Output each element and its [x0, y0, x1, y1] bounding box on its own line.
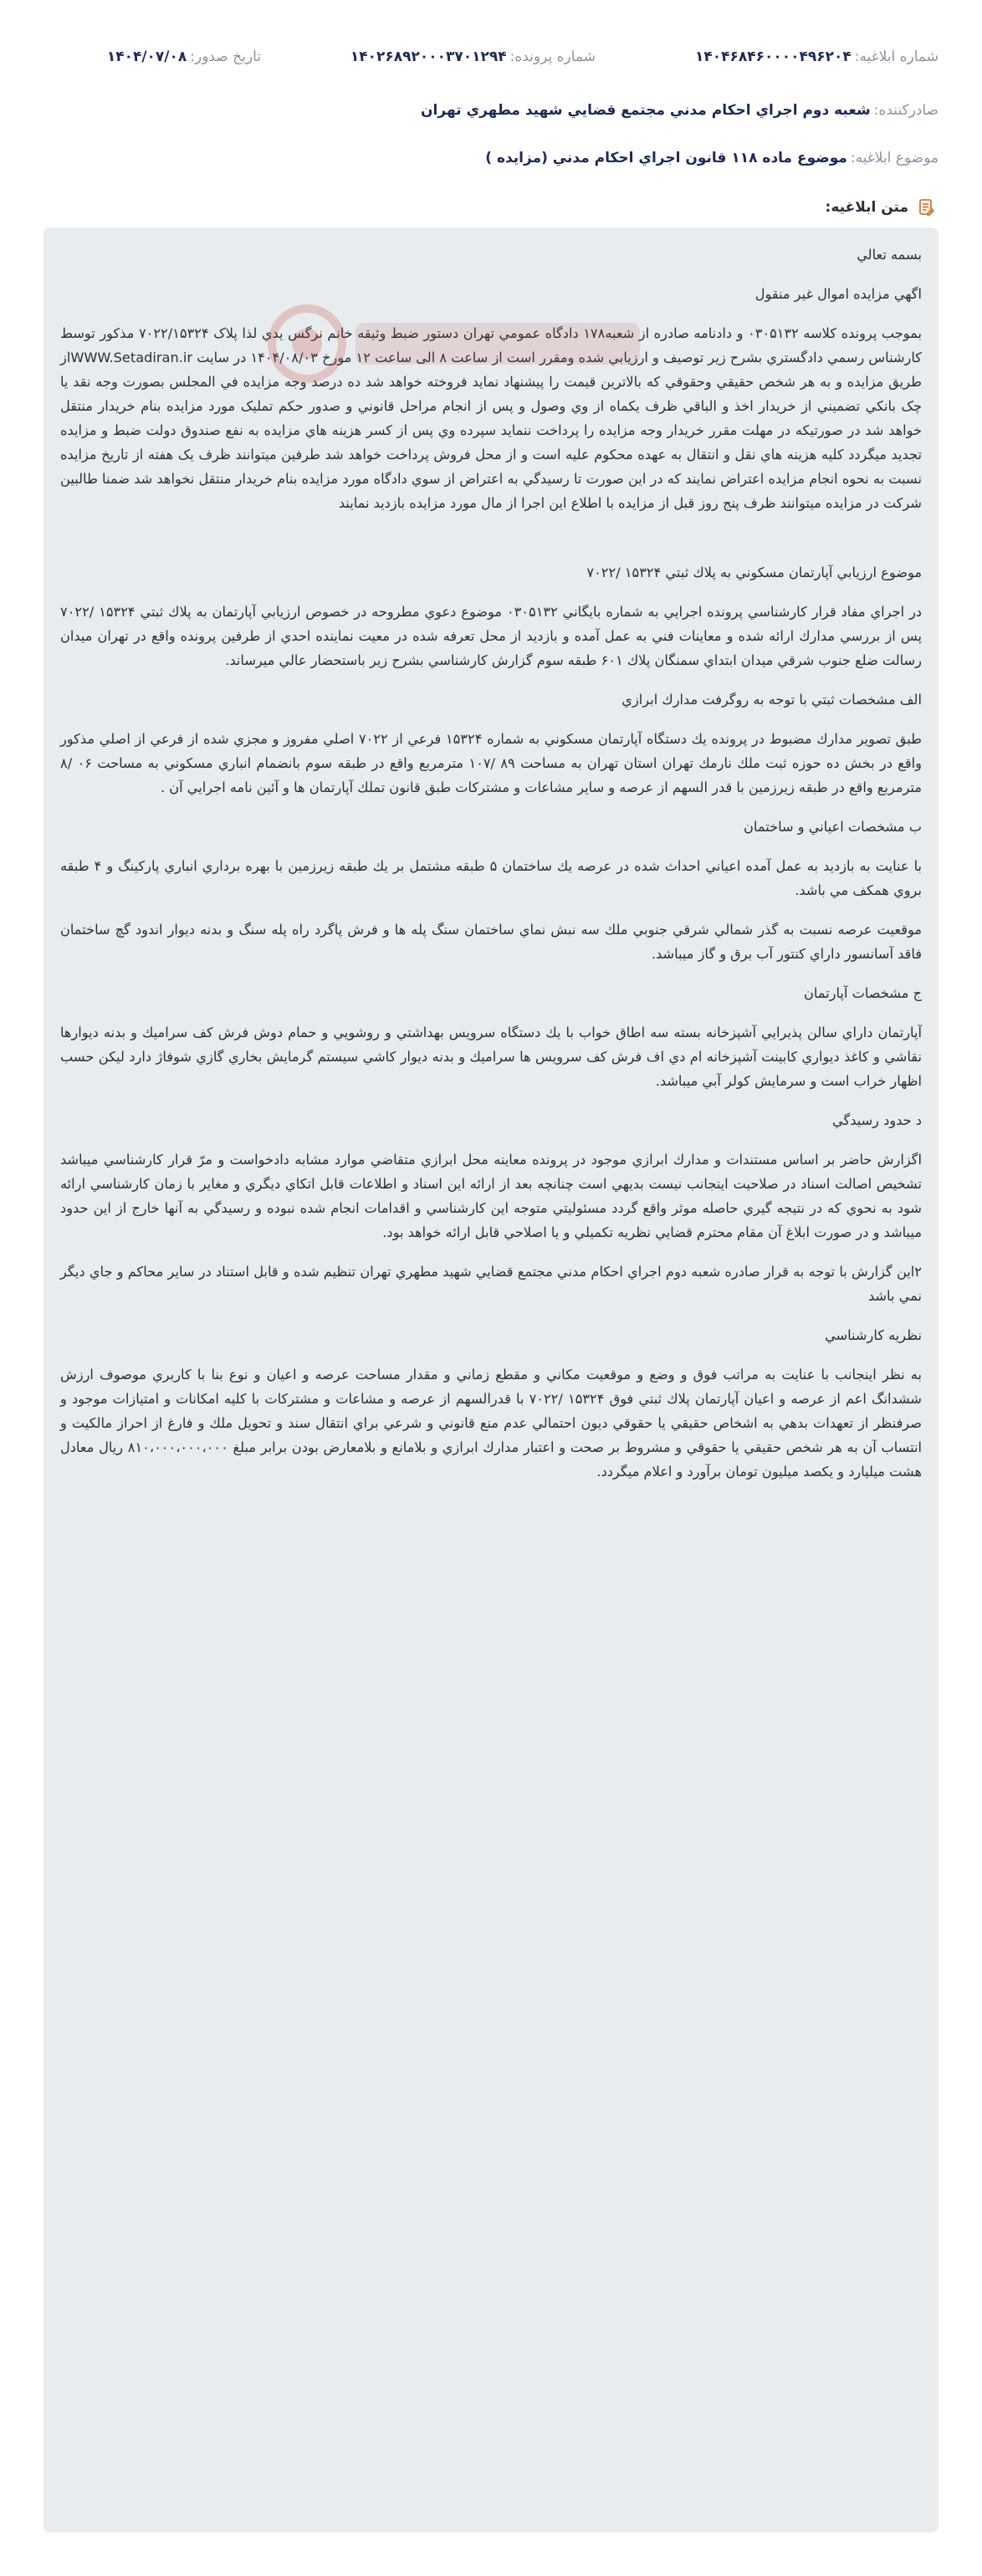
para-registration: طبق تصوير مدارك مضبوط در پرونده يك دستگاه آپارتمان مسكوني به شماره ۱۵۳۲۴ فرعي از ۷۰۲۲ اصلي مفروز و مجزي شده از فرعي از اصلي مذكور واقع در بخش ده حوزه ثبت ملك نارمك تهران استان تهران به مساحت ۸۹ /۱۰۷ مترمربع واقع در طبقه سوم بانضمام انباري مسكوني به مساحت ۰۶ /۸ مترمربع واقع در طبقه زيرزمين با قدر السهم از عرصه و ساير مشاعات و مشتركات طبق قانون تملك آپارتمان ها و آئين نامه اجرايي آن . — [60, 731, 922, 795]
case-number-value: ۱۴۰۲۶۸۹۲۰۰۰۳۷۰۱۲۹۴ — [350, 49, 507, 65]
issue-date-label: تاریخ صدور: — [190, 49, 261, 65]
subject-label: موضوع ابلاغیه: — [850, 150, 939, 166]
para-opinion: به نظر اينجانب با عنايت به مراتب فوق و وضع و موقعيت مكاني و مقطع زماني و مقدار مساحت عرصه و اعيان و نوع بنا با كاربري موصوف ارزش ششدانگ اعم از عرصه و اعيان آپارتمان پلاك ثبتي فوق ۱۵۳۲۴ /۷۰۲۲ با قدرالسهم از عرصه و مشاعات و مشتركات با كليه امكانات و امتيازات موجود و صرفنظر از تعهدات بدهي به اشخاص حقيقي يا حقوقي ديون احتمالي عدم منع قانوني و شرعي براي انتقال سند و تحويل ملك و فارغ از احراز مالكيت و انتساب آن به هر شخص حقيقي يا حقوقي و مشروط بر صحت و اعتبار مدارك ابرازي و بلامانع و بلامعارض بودن برابر مبلغ ۸۱۰،۰۰۰،۰۰۰،۰۰۰ ريال معادل هشت ميليارد و يكصد ميليون تومان برآورد و اعلام ميگردد. — [60, 1367, 922, 1480]
para-location: موقعيت عرصه نسبت به گذر شمالي شرقي جنوبي ملك سه نبش نماي ساختمان سنگ پله ها و فرش پاگرد راه پله سنگ و بدنه ديوار اندود گچ ساختمان فاقد آسانسور داراي كنتور آب برق و گاز ميباشد. — [60, 922, 922, 962]
notice-number-value: ۱۴۰۴۶۸۴۶۰۰۰۰۴۹۶۲۰۴ — [694, 49, 852, 65]
issuer-label: صادرکننده: — [873, 102, 939, 119]
heading-building: ب مشخصات اعياني و ساختمان — [744, 819, 922, 835]
para-report-validity: ۲اين گزارش با توجه به قرار صادره شعبه دوم اجراي احكام مدني مجتمع قضايي شهيد مطهري تهران تنظيم شده و قابل استناد در ساير محاكم و جاي ديگر نمي باشد — [60, 1264, 922, 1304]
para-bismillah: بسمه تعالي — [857, 247, 922, 263]
subject — [43, 148, 939, 168]
heading-registration: الف مشخصات ثبتي با توجه به روگرفت مدارك ابرازي — [621, 692, 922, 708]
subject-value: موضوع ماده ۱۱۸ قانون اجراي احكام مدني (مزايده ) — [485, 150, 847, 166]
para-apartment: آپارتمان داراي سالن پذيرايي آشپزخانه بسته سه اطاق خواب با يك دستگاه سرويس بهداشتي و روشويي و حمام دوش فرش كف سراميك و بدنه ديوارها نقاشي و كاغذ ديواري كابينت آشپزخانه ام دي اف فرش كف سرويس ها سراميك و بدنه ديوار كاشي سيستم گرمايش بخاري گازي شوفاژ دارد ليكن حسب اظهار خراب است و سرمايش كولر آبي ميباشد. — [60, 1025, 922, 1089]
heading-subject: موضوع ارزيابي آپارتمان مسكوني به پلاك ثبتي ۱۵۳۲۴ /۷۰۲۲ — [586, 565, 922, 580]
para-scope: اگزارش حاضر بر اساس مستندات و مدارك ابرازي موجود در پرونده معاينه محل ابرازي متقاضي موارد مشابه دادخواست و مرّ قرار كارشناسي ميباشد تشخيص اصالت اسناد در صلاحيت اينجانب نيست بديهي است چنانچه بعد از ارائه اين اسناد و اطلاعات قابل اتكاي ديگري و مغاير با زمان كارشناسي ارائه شود به نحوي كه در نتيجه گيري حاصله موثر واقع گردد مسئوليتي متوجه اين كارشناسي و اقدامات انجام شده نبوده و رسيدگي به آنها خارج از اين حدود ميباشد و در صورت ابلاغ آن مقام محترم قضايي نظريه تكميلي و يا اصلاحي قابل ارائه خواهد بود. — [60, 1152, 922, 1240]
heading-scope: د حدود رسيدگي — [832, 1112, 922, 1128]
issue-date — [107, 49, 261, 65]
section-title-text: متن ابلاغیه: — [825, 199, 908, 216]
notice-number-label: شماره ابلاغیه: — [854, 49, 939, 65]
document-text-icon — [915, 196, 939, 219]
para-assessment-intro: در اجراي مفاد قرار كارشناسي پرونده اجرايي به شماره بايگاني ۰۳۰۵۱۳۲ موضوع دعوي مطروحه در خصوص ارزيابي آپارتمان به پلاك ثبتي ۱۵۳۲۴ /۷۰۲۲ پس از بررسي مدارك ارائه شده و معاينات فني به عمل آمده و بازديد از محل تعرفه شده در معيت نماينده احدي از طرفين پرونده واقع در تهران ميدان رسالت ضلع جنوب شرقي ميدان ابتداي سمنگان پلاك ۶۰۱ طبقه سوم گزارش كارشناسي بشرح زير باستحضار عالي ميرساند. — [60, 604, 922, 668]
meta-row — [43, 47, 939, 67]
para-building: با عنايت به بازديد به عمل آمده اعياني احداث شده در عرصه يك ساختمان ۵ طبقه مشتمل بر يك طبقه زيرزمين با بهره برداري انباري پاركينگ و ۴ طبقه بروي همكف مي باشد. — [60, 858, 923, 898]
notice-number — [596, 49, 939, 65]
para-auction-title: اگهي مزايده اموال غير منقول — [754, 286, 922, 302]
notice-content — [43, 227, 939, 2533]
section-title — [43, 196, 939, 219]
heading-opinion: نظريه كارشناسي — [825, 1327, 922, 1343]
heading-apartment: ج مشخصات آپارتمان — [804, 985, 922, 1001]
issuer-value: شعبه دوم اجراي احكام مدني مجتمع قضايي شهيد مطهري تهران — [421, 102, 871, 119]
case-number — [261, 49, 596, 65]
case-number-label: شماره پرونده: — [509, 49, 596, 65]
issuer — [43, 100, 939, 120]
issue-date-value: ۱۴۰۴/۰۷/۰۸ — [106, 49, 187, 65]
para-auction-terms: بموجب پرونده کلاسه ۰۳۰۵۱۳۲ و دادنامه صادره از شعبه۱۷۸ دادگاه عمومي تهران دستور ضبط وثيقه خانم نرگس يدي لذا پلاک ۷۰۲۲/۱۵۳۲۴ مذکور توسط کارشناس رسمي دادگستري بشرح زير توصيف و ارزيابي شده ومقرر است از ساعت ۸ الی ساعت ۱۲ مورخ ۱۴۰۴/۰۸/۰۳ در سايت WWW.Setadiran.irاز طريق مزايده و به هر شخص حقيقي وحقوقي که بالاترين قيمت را پيشنهاد نمايد فروخته خواهد شد ده درصد وجه مزايده في المجلس بصورت وجه نقد يا چک بانکي تضميني از خريدار اخذ و الباقي ظرف يکماه از وي وصول و پس از انجام مراحل قانوني و صدور حکم تمليک مورد مزايده بنام خريدار منتقل خواهد شد در صورتيکه در مهلت مقرر خريدار وجه مزايده را پرداخت ننمايد سپرده وي پس از کسر هزينه هاي مزايده به نفع صندوق دولت ضبط و مزايده تجديد ميگردد کليه هزينه هاي نقل و انتقال به عهده محکوم عليه است و از محل فروش پرداخت خواهد شد طرفين ميتوانند ظرف يک هفته از تاريخ مزايده نسبت به نحوه انجام مزايده اعتراض نمايند که در اين صورت تا رسيدگي به اعتراض از سوي دادگاه مورد مزايده بنام خريدار منتقل نخواهد شد ضمنا طالبين شرکت در مزايده ميتوانند ظرف پنج روز قبل از مزايده با اطلاع اين اجرا از مال مورد مزايده بازديد نمايند — [60, 325, 923, 511]
